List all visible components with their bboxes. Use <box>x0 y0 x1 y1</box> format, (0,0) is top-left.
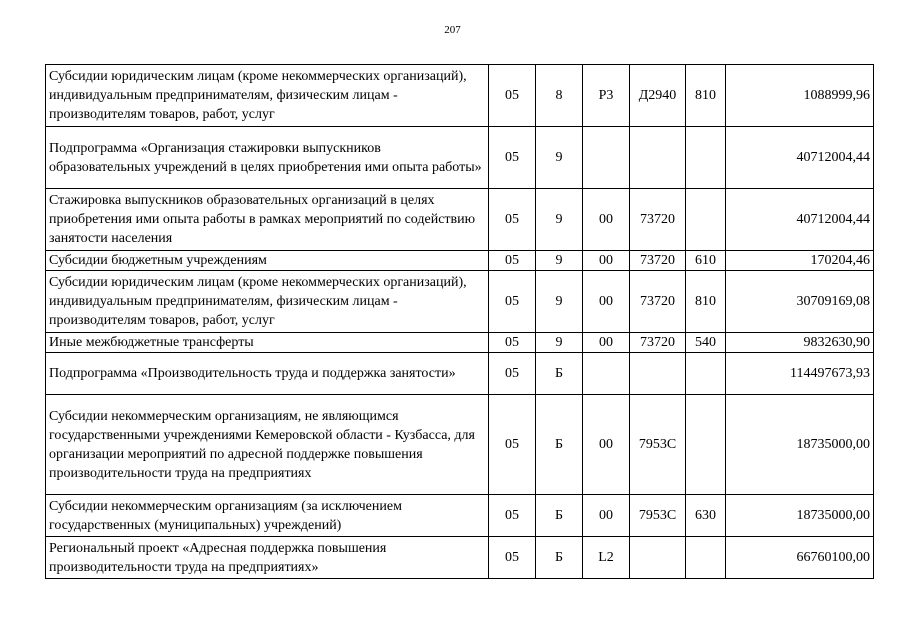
row-section: 05 <box>489 537 536 579</box>
row-name: Стажировка выпускников образовательных организаций в целях приобретения ими опыта работы в рамках мероприятий по содействию занятости населения <box>46 189 489 251</box>
row-name: Субсидии некоммерческим организациям (за исключением государственных (муниципальных) учреждений) <box>46 495 489 537</box>
row-code2 <box>630 537 686 579</box>
row-subsection: 9 <box>536 333 583 353</box>
row-code2: 73720 <box>630 189 686 251</box>
row-kvr: 540 <box>686 333 726 353</box>
row-kvr <box>686 353 726 395</box>
row-kvr: 810 <box>686 65 726 127</box>
row-amount: 40712004,44 <box>726 127 874 189</box>
table-row <box>46 495 874 537</box>
row-subsection: 9 <box>536 271 583 333</box>
row-code1: 00 <box>583 333 630 353</box>
row-code2: 7953С <box>630 395 686 495</box>
row-section: 05 <box>489 495 536 537</box>
row-amount: 1088999,96 <box>726 65 874 127</box>
row-kvr <box>686 395 726 495</box>
row-section: 05 <box>489 127 536 189</box>
row-code1: L2 <box>583 537 630 579</box>
row-code1 <box>583 127 630 189</box>
table-row <box>46 537 874 579</box>
row-code1 <box>583 353 630 395</box>
row-subsection: Б <box>536 537 583 579</box>
row-code2 <box>630 127 686 189</box>
row-name: Субсидии юридическим лицам (кроме некоммерческих организаций), индивидуальным предпринимателям, физическим лицам - производителям товаров, работ, услуг <box>46 65 489 127</box>
row-subsection: 9 <box>536 127 583 189</box>
row-subsection: 9 <box>536 251 583 271</box>
row-amount: 9832630,90 <box>726 333 874 353</box>
row-amount: 30709169,08 <box>726 271 874 333</box>
row-section: 05 <box>489 189 536 251</box>
row-amount: 170204,46 <box>726 251 874 271</box>
row-code2: 73720 <box>630 271 686 333</box>
table-row <box>46 127 874 189</box>
row-name: Субсидии некоммерческим организациям, не являющимся государственными учреждениями Кемеровской области - Кузбасса, для организации мероприятий по адресной поддержке повышения производительности труда на предприятиях <box>46 395 489 495</box>
row-subsection: Б <box>536 353 583 395</box>
row-name: Субсидии бюджетным учреждениям <box>46 251 489 271</box>
row-name: Подпрограмма «Организация стажировки выпускников образовательных учреждений в целях приобретения ими опыта работы» <box>46 127 489 189</box>
row-name: Региональный проект «Адресная поддержка повышения производительности труда на предприятиях» <box>46 537 489 579</box>
row-amount: 40712004,44 <box>726 189 874 251</box>
row-section: 05 <box>489 333 536 353</box>
table-row <box>46 65 874 127</box>
row-code2: Д2940 <box>630 65 686 127</box>
table-row <box>46 333 874 353</box>
row-name: Иные межбюджетные трансферты <box>46 333 489 353</box>
row-section: 05 <box>489 353 536 395</box>
row-kvr <box>686 127 726 189</box>
row-kvr <box>686 537 726 579</box>
row-section: 05 <box>489 65 536 127</box>
row-code1: 00 <box>583 395 630 495</box>
row-section: 05 <box>489 251 536 271</box>
table-row <box>46 251 874 271</box>
row-section: 05 <box>489 271 536 333</box>
row-kvr <box>686 189 726 251</box>
row-code2: 73720 <box>630 333 686 353</box>
row-subsection: 8 <box>536 65 583 127</box>
row-code1: 00 <box>583 271 630 333</box>
row-code2: 73720 <box>630 251 686 271</box>
row-code1: 00 <box>583 251 630 271</box>
row-kvr: 810 <box>686 271 726 333</box>
row-name: Подпрограмма «Производительность труда и поддержка занятости» <box>46 353 489 395</box>
row-kvr: 630 <box>686 495 726 537</box>
row-name: Субсидии юридическим лицам (кроме некоммерческих организаций), индивидуальным предпринимателям, физическим лицам - производителям товаров, работ, услуг <box>46 271 489 333</box>
row-code1: Р3 <box>583 65 630 127</box>
page-number: 207 <box>444 24 461 36</box>
table-row <box>46 189 874 251</box>
table-row <box>46 395 874 495</box>
row-subsection: 9 <box>536 189 583 251</box>
row-subsection: Б <box>536 395 583 495</box>
table-row <box>46 353 874 395</box>
row-code2 <box>630 353 686 395</box>
row-code2: 7953С <box>630 495 686 537</box>
budget-table <box>45 64 874 579</box>
row-kvr: 610 <box>686 251 726 271</box>
row-amount: 114497673,93 <box>726 353 874 395</box>
row-amount: 18735000,00 <box>726 495 874 537</box>
row-code1: 00 <box>583 495 630 537</box>
row-subsection: Б <box>536 495 583 537</box>
row-amount: 66760100,00 <box>726 537 874 579</box>
table-row <box>46 271 874 333</box>
row-amount: 18735000,00 <box>726 395 874 495</box>
row-code1: 00 <box>583 189 630 251</box>
row-section: 05 <box>489 395 536 495</box>
